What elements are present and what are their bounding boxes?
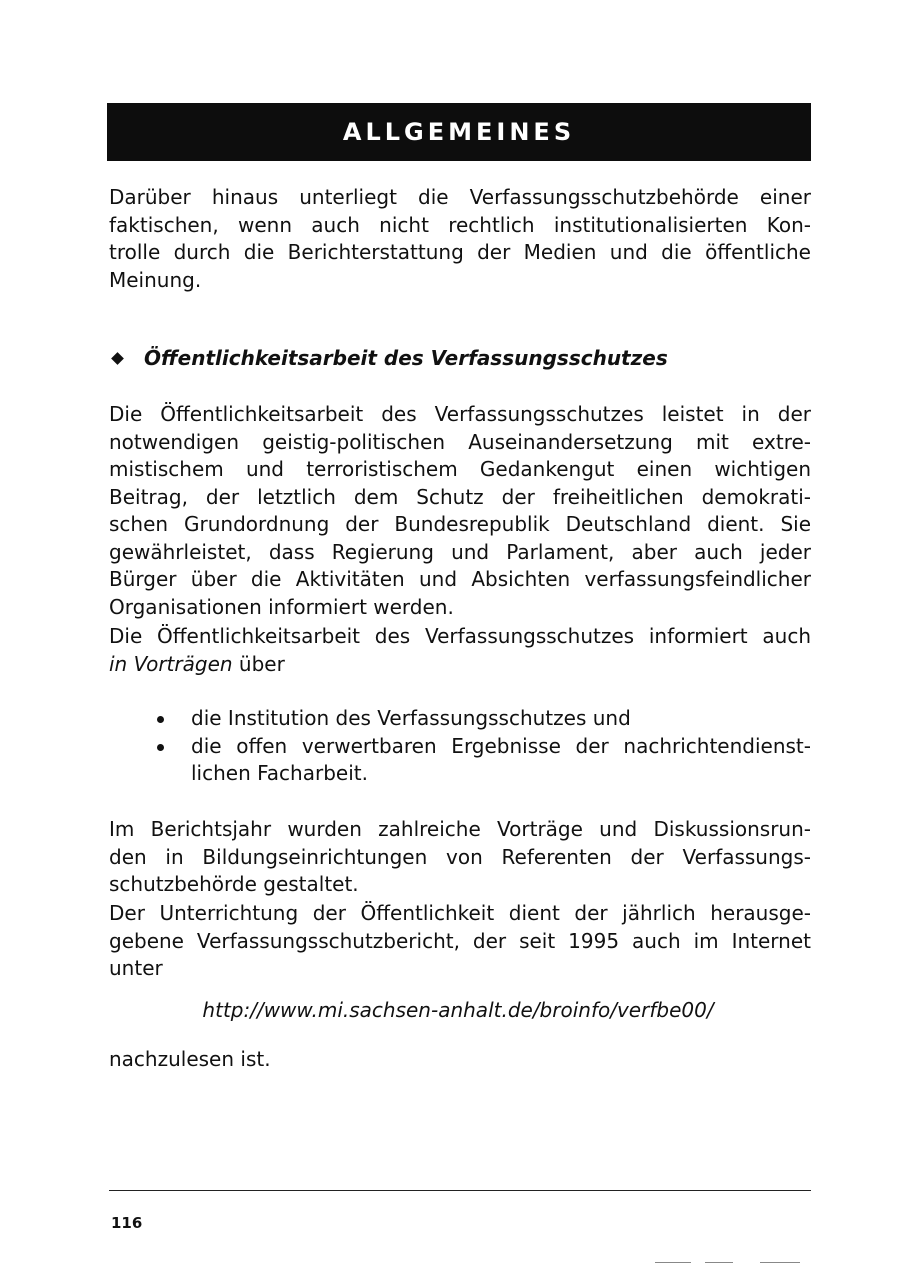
text-line: Die Öffentlichkeitsarbeit des Verfassungsschutzes informiert auch <box>109 624 811 648</box>
list-item-text: lichen Facharbeit. <box>191 761 368 785</box>
text-line: gebene Verfassungsschutzbericht, der seit 1995 auch im Internet <box>109 928 811 953</box>
body-paragraph <box>109 623 811 678</box>
page-number: 116 <box>111 1214 143 1232</box>
text-line: notwendigen geistig-politischen Auseinandersetzung mit extre- <box>109 429 811 454</box>
scan-edge-mark <box>705 1262 733 1263</box>
text-line: Die Öffentlichkeitsarbeit des Verfassungsschutzes leistet in der <box>109 402 811 426</box>
list-item-text: die Institution des Verfassungsschutzes und <box>191 706 631 730</box>
body-paragraph <box>109 816 811 899</box>
footer-divider <box>109 1190 811 1191</box>
text-line: schen Grundordnung der Bundesrepublik Deutschland dient. Sie <box>109 512 811 536</box>
text-fragment: über <box>232 651 285 676</box>
text-line: Bürger über die Aktivitäten und Absichten verfassungsfeindlicher <box>109 567 811 591</box>
list-item-text: die offen verwertbaren Ergebnisse der nachrichtendienst- <box>191 733 811 758</box>
text-line: unter <box>109 956 163 980</box>
text-line: Der Unterrichtung der Öffentlichkeit dient der jährlich herausge- <box>109 901 811 925</box>
text-line: Beitrag, der letztlich dem Schutz der freiheitlichen demokrati- <box>109 484 811 509</box>
list-item <box>148 733 811 788</box>
text-line <box>109 651 811 679</box>
section-heading-text: Öffentlichkeitsarbeit des Verfassungsschutzes <box>144 346 668 370</box>
intro-paragraph <box>109 184 811 294</box>
text-line: Meinung. <box>109 267 202 292</box>
section-heading <box>113 346 668 370</box>
text-line: faktischen, wenn auch nicht rechtlich institutionalisierten Kon- <box>109 212 811 237</box>
text-line: Organisationen informiert werden. <box>109 594 454 619</box>
url-line <box>0 998 900 1022</box>
scan-edge-mark <box>760 1262 800 1263</box>
text-line: mistischem und terroristischem Gedankengut einen wichtigen <box>109 457 811 481</box>
scan-edge-mark <box>655 1262 691 1263</box>
italic-text: in Vorträgen <box>109 651 233 676</box>
closing-text: nachzulesen ist. <box>109 1047 271 1071</box>
diamond-bullet-icon <box>111 352 124 365</box>
bullet-dot-icon <box>157 716 164 723</box>
text-line: trolle durch die Berichterstattung der Medien und die öffentliche <box>109 240 811 264</box>
body-paragraph <box>109 401 811 621</box>
text-line: schutzbehörde gestaltet. <box>109 872 359 896</box>
section-header-title: ALLGEMEINES <box>342 118 576 146</box>
text-line: gewährleistet, dass Regierung und Parlament, aber auch jeder <box>109 539 811 564</box>
list-item <box>148 705 811 733</box>
url-link[interactable]: http://www.mi.sachsen-anhalt.de/broinfo/verfbe00/ <box>202 998 714 1022</box>
text-line: Im Berichtsjahr wurden zahlreiche Vorträge und Diskussionsrun- <box>109 817 811 841</box>
section-header-bar <box>107 103 811 161</box>
text-line: den in Bildungseinrichtungen von Referenten der Verfassungs- <box>109 844 811 869</box>
bullet-list <box>148 705 811 788</box>
text-line: Darüber hinaus unterliegt die Verfassungsschutzbehörde einer <box>109 185 811 209</box>
body-paragraph <box>109 900 811 983</box>
bullet-dot-icon <box>157 744 164 751</box>
